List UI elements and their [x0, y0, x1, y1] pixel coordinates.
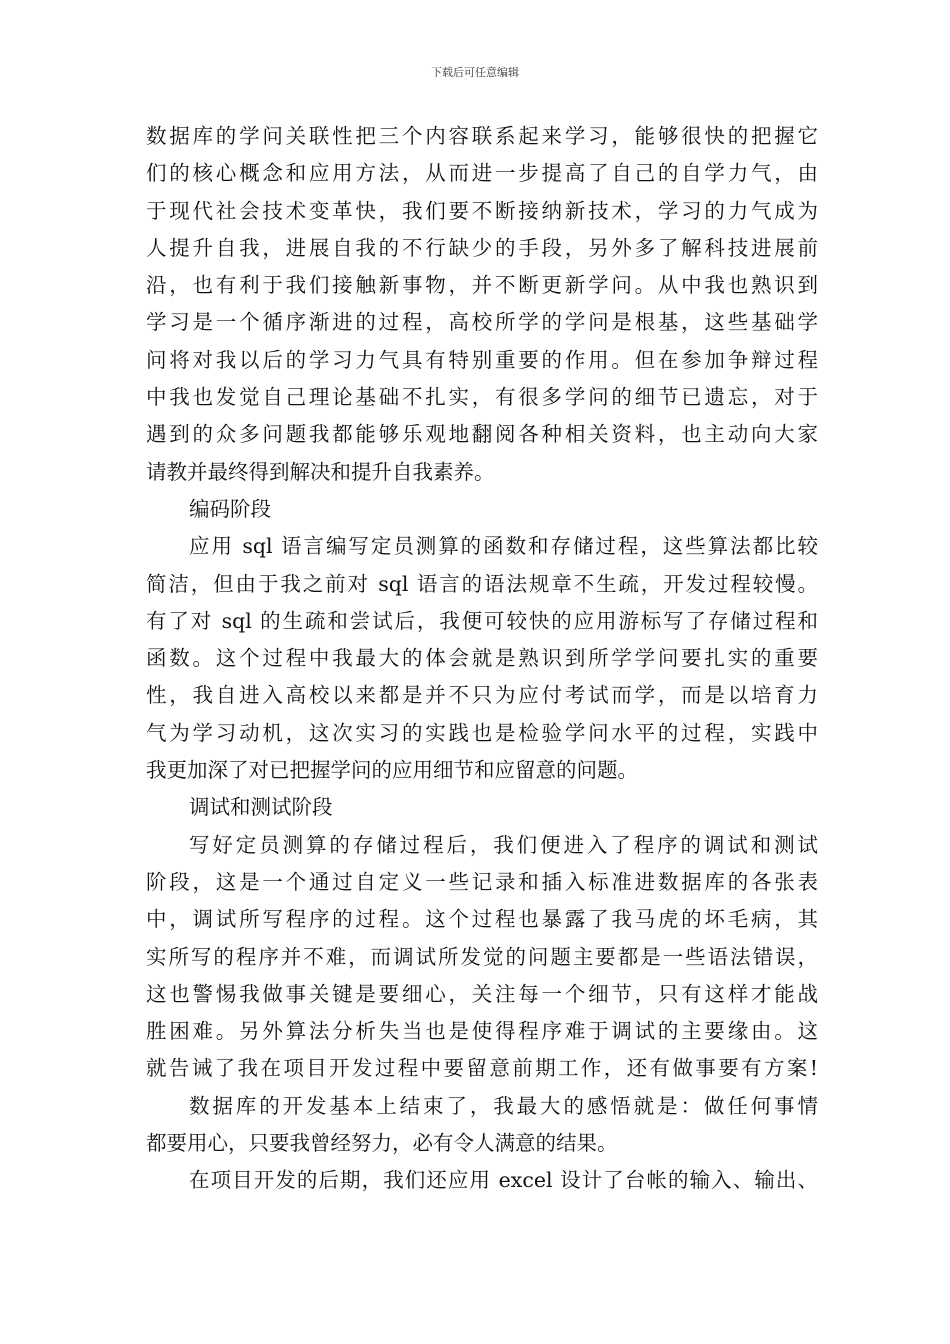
text-line: 中，调试所写程序的过程。这个过程也暴露了我马虎的坏毛病，其 [146, 907, 818, 932]
text-line: 数据库的学问关联性把三个内容联系起来学习，能够很快的把握它 [146, 124, 818, 148]
text-line: 都要用心，只要我曾经努力，必有令人满意的结果。 [146, 1131, 618, 1156]
text-line: 实所写的程序并不难，而调试所发觉的问题主要都是一些语法错误， [146, 944, 818, 969]
text-line: 人提升自我，进展自我的不行缺少的手段，另外多了解科技进展前 [146, 235, 818, 260]
text-line: 阶段，这是一个通过自定义一些记录和插入标准进数据库的各张表 [146, 869, 818, 894]
page-header: 下载后可任意编辑 [431, 66, 519, 79]
text-line: 写好定员测算的存储过程后，我们便进入了程序的调试和测试 [189, 832, 818, 857]
text-line: 编码阶段 [189, 496, 271, 521]
text-line: 们的核心概念和应用方法，从而进一步提高了自己的自学力气，由 [146, 161, 818, 186]
text-line: 应用 sql 语言编写定员测算的函数和存储过程，这些算法都比较 [189, 534, 818, 559]
text-line: 函数。这个过程中我最大的体会就是熟识到所学学问要扎实的重要 [146, 646, 818, 671]
text-line: 学习是一个循序渐进的过程，高校所学的学问是根基，这些基础学 [146, 310, 818, 335]
text-line: 遇到的众多问题我都能够乐观地翻阅各种相关资料，也主动向大家 [146, 422, 818, 447]
text-line: 我更加深了对已把握学问的应用细节和应留意的问题。 [146, 758, 638, 783]
text-line: 调试和测试阶段 [189, 795, 333, 820]
text-line: 就告诫了我在项目开发过程中要留意前期工作，还有做事要有方案! [146, 1056, 818, 1081]
text-line: 中我也发觉自己理论基础不扎实，有很多学问的细节已遗忘，对于 [146, 385, 818, 410]
text-line: 于现代社会技术变革快，我们要不断接纳新技术，学习的力气成为 [146, 198, 818, 223]
text-line: 请教并最终得到解决和提升自我素养。 [146, 459, 495, 484]
text-line: 数据库的开发基本上结束了，我最大的感悟就是：做任何事情 [189, 1093, 818, 1118]
text-line: 沿，也有利于我们接触新事物，并不断更新学问。从中我也熟识到 [146, 273, 818, 298]
text-line: 性，我自进入高校以来都是并不只为应付考试而学，而是以培育力 [146, 683, 818, 708]
text-line: 气为学习动机，这次实习的实践也是检验学问水平的过程，实践中 [146, 720, 818, 745]
text-line: 简洁，但由于我之前对 sql 语言的语法规章不生疏，开发过程较慢。 [146, 571, 818, 596]
text-line: 这也警惕我做事关键是要细心，关注每一个细节，只有这样才能战 [146, 981, 818, 1006]
text-line: 胜困难。另外算法分析失当也是使得程序难于调试的主要缘由。这 [146, 1019, 818, 1044]
text-line: 有了对 sql 的生疏和尝试后，我便可较快的应用游标写了存储过程和 [146, 608, 818, 633]
text-line: 在项目开发的后期，我们还应用 excel 设计了台帐的输入、输出、 [189, 1168, 818, 1193]
document-body [146, 118, 818, 1200]
text-line: 问将对我以后的学习力气具有特别重要的作用。但在参加争辩过程 [146, 347, 818, 372]
